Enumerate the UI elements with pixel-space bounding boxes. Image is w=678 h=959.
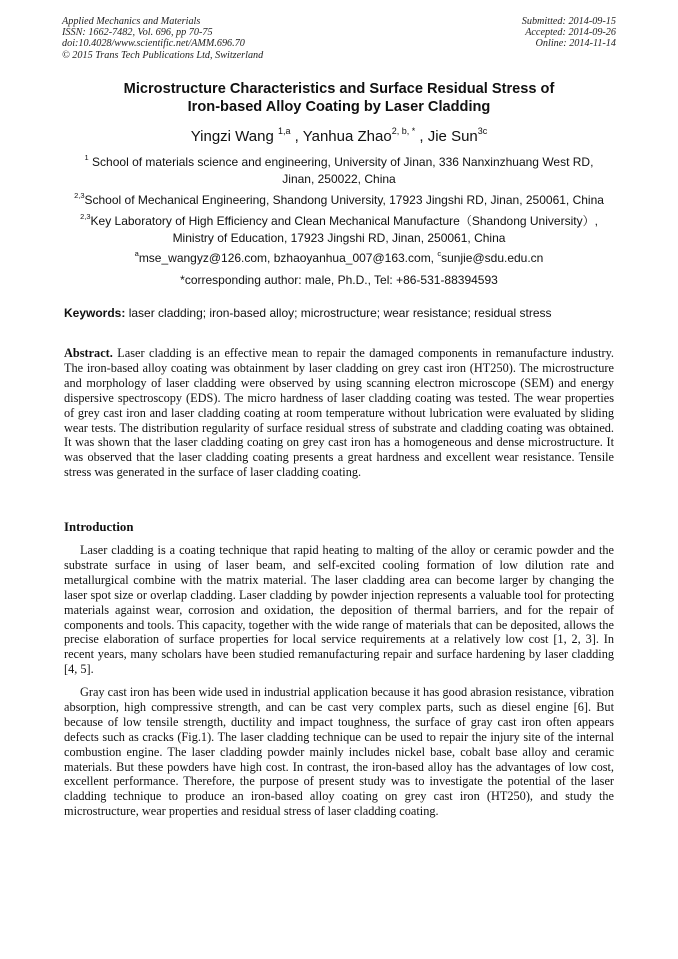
author-1-sup: 1,a bbox=[277, 126, 291, 136]
paper-title bbox=[60, 80, 618, 116]
email-sup-a: a bbox=[134, 249, 139, 258]
journal-name: Applied Mechanics and Materials bbox=[62, 16, 201, 27]
aff1-sup: 1 bbox=[84, 153, 89, 162]
email-sup-c: c bbox=[437, 249, 442, 258]
introduction-paragraph-2: Gray cast iron has been wide used in industrial application because it has good abrasion resistance, vibration absorption, high compressive strength, and can be cast very complex parts, such as diesel engine [6]. But because of low tensile strength, ductility and impact toughness, the surface of gray cast iron often appears defects such as cracks (Fig.1). The laser cladding technique can be used to repair the injury site of the internal combustion engine. The laser cladding powder mainly includes nickel base, cobalt base alloy and ceramic materials. But these powders have high cost. In contrast, the iron-based alloy has the advantages of low cost, excellent performance. Therefore, the purpose of present study was to investigate the potential of the laser cladding technique to produce an iron-based alloy coating on grey cast iron (HT250), and study the microstructure, wear properties and residual stress of laser cladding coating. bbox=[64, 685, 614, 819]
author-list bbox=[40, 128, 638, 145]
copyright-line: © 2015 Trans Tech Publications Ltd, Switzerland bbox=[62, 49, 264, 61]
accepted-date: Accepted: 2014-09-26 bbox=[525, 27, 616, 39]
aff3-line2: Ministry of Education, 17923 Jingshi RD, Jinan, 250061, China bbox=[172, 230, 506, 245]
author-3: , Jie Sun bbox=[415, 128, 478, 145]
aff1-line1: School of materials science and engineering, University of Jinan, 336 Nanxinzhuang West RD, bbox=[88, 155, 594, 169]
aff1-line2: Jinan, 250022, China bbox=[282, 171, 396, 186]
title-line-1: Microstructure Characteristics and Surface Residual Stress of bbox=[123, 81, 555, 97]
affiliation-2 bbox=[30, 192, 648, 209]
keywords bbox=[64, 305, 618, 321]
affiliation-1 bbox=[30, 154, 648, 187]
email-a: mse_wangyz@126.com, bzhaoyanhua_007@163.com, bbox=[138, 251, 438, 265]
email-c: sunjie@sdu.edu.cn bbox=[441, 251, 544, 265]
author-1: Yingzi Wang bbox=[190, 128, 278, 145]
corresponding-author: *corresponding author: male, Ph.D., Tel: +86-531-88394593 bbox=[180, 273, 498, 287]
online-date: Online: 2014-11-14 bbox=[535, 38, 616, 50]
keywords-text: laser cladding; iron-based alloy; microstructure; wear resistance; residual stress bbox=[125, 306, 552, 320]
affiliation-3 bbox=[30, 213, 648, 246]
author-emails bbox=[30, 250, 648, 267]
doi-line: doi:10.4028/www.scientific.net/AMM.696.70 bbox=[62, 38, 245, 50]
submission-dates bbox=[522, 16, 616, 50]
introduction-paragraph-1: Laser cladding is a coating technique that rapid heating to malting of the alloy or ceramic powder and the substrate surface in using of laser beam, and self-excited cooling formation of low dilution rate and metallurgical combine with the matrix material. The laser cladding area can become larger by changing the laser spot size or overlap cladding. Laser cladding by powder injection represents a valuable tool for protecting materials against wear, corrosion and oxidation, the deposition of thermal barriers, and for the repair of components and tools. This capacity, together with the wide range of materials that can be deposited, allows the precise elaboration of surface properties for local service requirements at a relatively low cost [1, 2, 3]. In recent years, many scholars have been studied remanufacturing repair and surface hardening by laser cladding [4, 5]. bbox=[64, 543, 614, 677]
section-heading-introduction: Introduction bbox=[64, 520, 134, 534]
abstract bbox=[64, 346, 614, 480]
author-2: , Yanhua Zhao bbox=[290, 128, 392, 145]
abstract-text: Laser cladding is an effective mean to repair the damaged components in remanufacture industry. The iron-based alloy coating was obtainment by laser cladding on grey cast iron (HT250). The microstructure and morphology of laser cladding were observed by using scanning electron microscope (SEM) and energy dispersive spectroscopy (EDS). The micro hardness of laser cladding coating was tested. The wear properties of grey cast iron and laser cladding coating at room temperature without lubrication were evaluated by sliding wear tests. The distribution regularity of surface residual stress of substrate and cladding coating was obtained. It was shown that the laser cladding coating on grey cast iron has a homogeneous and dense microstructure. It was observed that the laser cladding coating presents a great hardness and excellent wear resistance. Tensile stress was generated in the surface of laser cladding coating. bbox=[64, 346, 614, 480]
aff3-sup: 2,3 bbox=[80, 212, 91, 221]
keywords-label: Keywords: bbox=[64, 306, 126, 320]
title-line-2: Iron-based Alloy Coating by Laser Cladding bbox=[187, 99, 491, 115]
author-2-sup: 2, b, * bbox=[391, 126, 416, 136]
submitted-date: Submitted: 2014-09-15 bbox=[521, 16, 616, 27]
aff3-line1: Key Laboratory of High Efficiency and Clean Mechanical Manufacture（Shandong University）, bbox=[90, 214, 598, 228]
abstract-label: Abstract. bbox=[64, 346, 113, 360]
issn-line: ISSN: 1662-7482, Vol. 696, pp 70-75 bbox=[62, 27, 213, 39]
aff2-text: School of Mechanical Engineering, Shandong University, 17923 Jingshi RD, Jinan, 250061, China bbox=[84, 193, 604, 207]
aff2-sup: 2,3 bbox=[74, 191, 85, 200]
journal-info bbox=[62, 16, 263, 61]
author-3-sup: 3c bbox=[477, 126, 488, 136]
